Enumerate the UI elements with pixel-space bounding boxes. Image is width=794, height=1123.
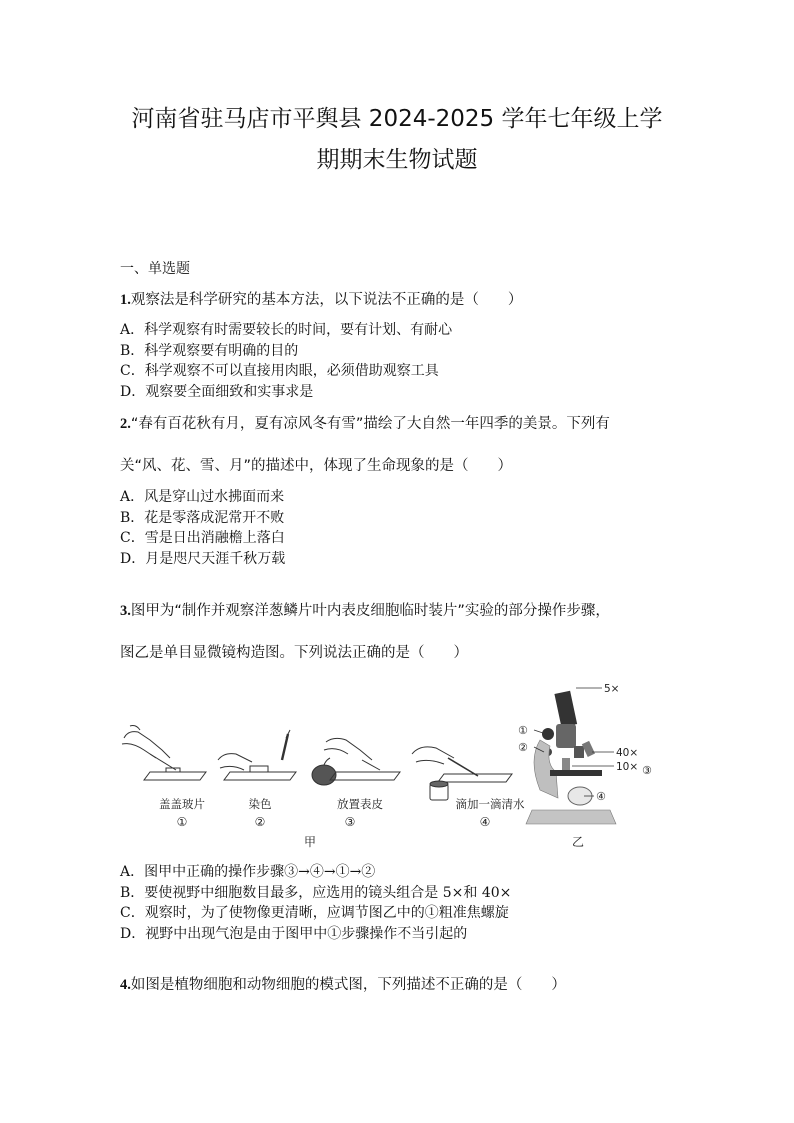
step-2-label: 染色	[248, 797, 272, 811]
question-3-stem-line2: 图乙是单目显微镜构造图。下列说法正确的是（ ）	[120, 645, 468, 661]
eyepiece-label: 5×	[604, 683, 620, 695]
microscope-part-1: ①	[518, 724, 528, 737]
question-2-number: 2.	[120, 416, 131, 432]
page-title-line1: 河南省驻马店市平舆县 2024-2025 学年七年级上学	[131, 106, 663, 132]
step-4-number: ④	[479, 815, 491, 829]
step-4-label: 滴加一滴清水	[455, 797, 525, 811]
option-a: A．图甲中正确的操作步骤③→④→①→②	[120, 864, 376, 880]
question-3-number: 3.	[120, 603, 131, 619]
question-2-stem-line2: 关“风、花、雪、月”的描述中，体现了生命现象的是（ ）	[120, 458, 513, 474]
step-2-illustration	[218, 730, 296, 780]
step-1-illustration	[122, 726, 206, 781]
section-heading: 一、单选题	[120, 261, 190, 277]
option-c: C．雪是日出消融檐上落白	[120, 530, 285, 546]
question-2-text-line1: “春有百花秋有月，夏有凉风冬有雪”描绘了大自然一年四季的美景。下列有	[130, 416, 610, 432]
question-2-stem-line1	[120, 414, 610, 434]
option-a: A．科学观察有时需要较长的时间，要有计划、有耐心	[120, 322, 453, 338]
objective-label-10x: 10×	[616, 761, 639, 773]
figure-caption-yi: 乙	[571, 835, 585, 849]
microscope-part-2: ②	[518, 741, 528, 754]
question-3-text-line1: 图甲为“制作并观察洋葱鳞片叶内表皮细胞临时装片”实验的部分操作步骤，	[130, 603, 610, 619]
question-4-stem	[120, 975, 566, 995]
option-d: D．月是咫尺天涯千秋万载	[120, 550, 286, 567]
question-1-number: 1.	[120, 292, 131, 308]
step-1-number: ①	[176, 815, 188, 829]
option-d: D．视野中出现气泡是由于图甲中①步骤操作不当引起的	[120, 925, 468, 942]
question-1-options	[120, 320, 452, 402]
question-2-options	[120, 487, 285, 569]
option-d: D．观察要全面细致和实事求是	[120, 383, 314, 400]
microscope-illustration	[526, 688, 616, 824]
page-title-line2: 期期末生物试题	[316, 147, 478, 173]
question-1-stem	[120, 290, 522, 310]
objective-label-40x: 40×	[616, 747, 639, 759]
step-3-number: ③	[344, 815, 356, 829]
option-b: B．科学观察要有明确的目的	[120, 342, 299, 359]
question-3-options	[120, 862, 511, 944]
option-c: C．观察时，为了使物像更清晰，应调节图乙中的①粗准焦螺旋	[120, 905, 509, 921]
microscope-part-4: ④	[596, 790, 606, 803]
option-a: A．风是穿山过水拂面而来	[120, 489, 285, 505]
question-4-text: 如图是植物细胞和动物细胞的模式图，下列描述不正确的是（ ）	[130, 977, 566, 993]
option-b: B．要使视野中细胞数目最多，应选用的镜头组合是 5×和 40×	[120, 884, 512, 901]
question-4-number: 4.	[120, 977, 131, 993]
step-3-label: 放置表皮	[337, 797, 383, 811]
step-1-label: 盖盖玻片	[159, 797, 205, 811]
question-3-stem-line1	[120, 601, 610, 621]
step-3-illustration	[312, 738, 400, 785]
question-1-text: 观察法是科学研究的基本方法，以下说法不正确的是（ ）	[130, 292, 523, 308]
figure-caption-jia: 甲	[303, 835, 317, 849]
question-3-figure	[110, 680, 670, 855]
microscope-part-3: ③	[642, 764, 652, 777]
option-c: C．科学观察不可以直接用肉眼，必须借助观察工具	[120, 363, 439, 379]
step-4-illustration	[412, 747, 512, 800]
option-b: B．花是零落成泥常开不败	[120, 509, 285, 526]
step-2-number: ②	[254, 815, 266, 829]
